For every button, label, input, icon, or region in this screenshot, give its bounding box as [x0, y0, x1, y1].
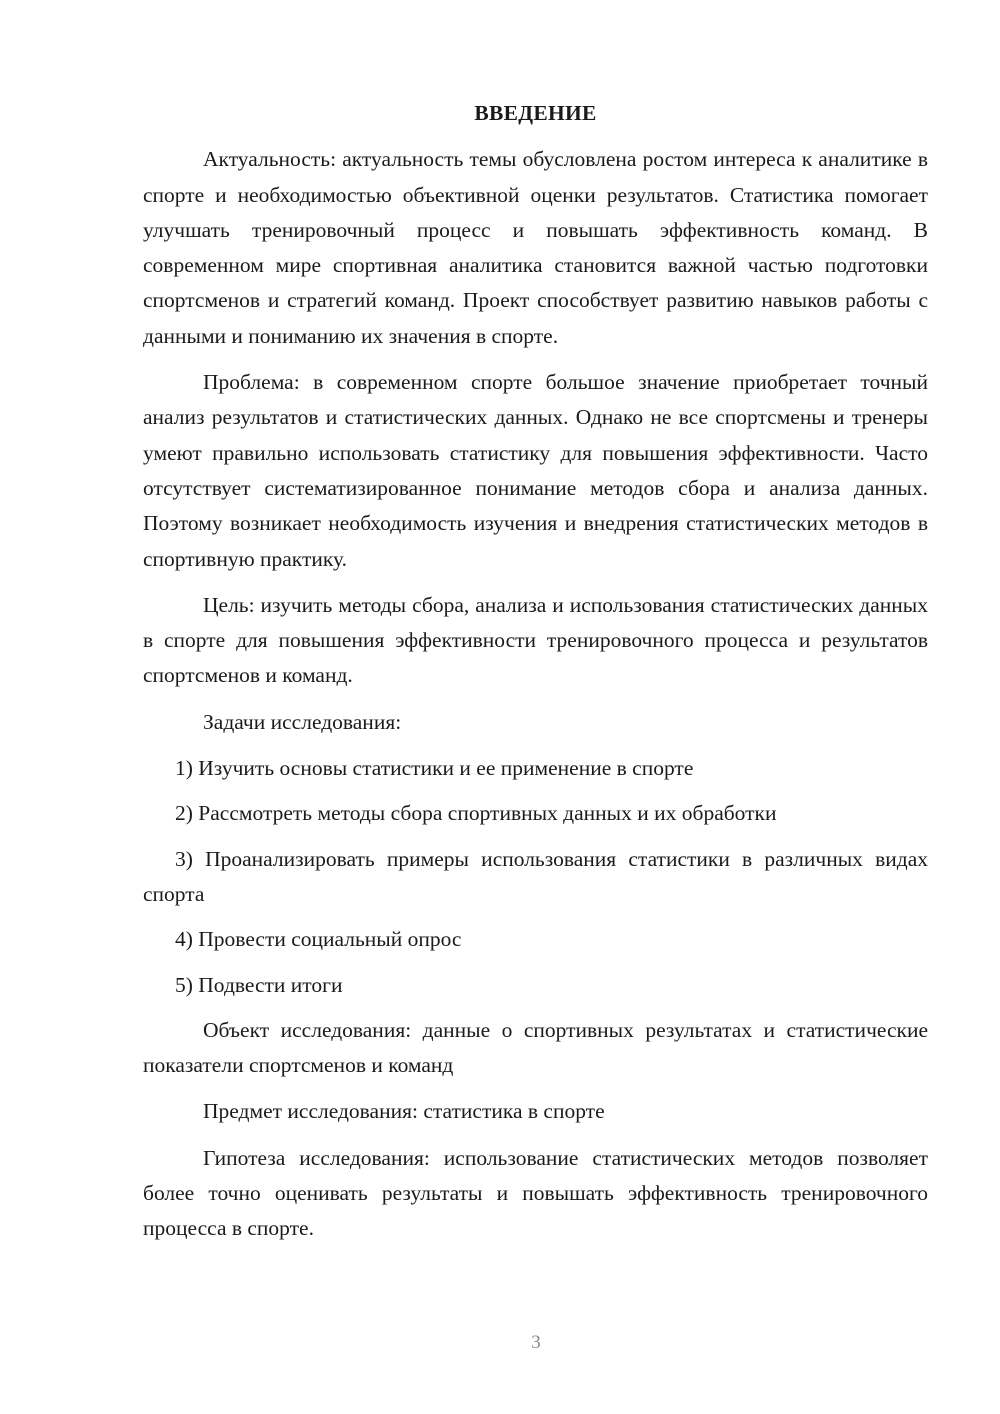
list-item: 5) Подвести итоги	[175, 972, 343, 997]
paragraph-subject: Предмет исследования: статистика в спорте	[203, 1099, 605, 1124]
paragraph-goal: Цель: изучить методы сбора, анализа и использования статистических данных в спорте для повышения эффективности тренировочного процесса и результатов спортсменов и команд.	[143, 592, 928, 688]
list-item: 1) Изучить основы статистики и ее применение в спорте	[175, 756, 694, 781]
paragraph-problem: Проблема: в современном спорте большое значение приобретает точный анализ результатов и статистических данных. Однако не все спортсмены и тренеры умеют правильно использовать статистику для повышения эффективности. Часто отсутствует систематизированное понимание методов сбора и анализа данных. Поэтому возникает необходимость изучения и внедрения статистических методов в спортивную практику.	[143, 370, 928, 571]
page-title: ВВЕДЕНИЕ	[474, 101, 597, 125]
paragraph-relevance: Актуальность: актуальность темы обусловлена ростом интереса к аналитике в спорте и необходимостью объективной оценки результатов. Статистика помогает улучшать тренировочный процесс и повышать эффективность команд. В современном мире спортивная аналитика становится важной частью подготовки спортсменов и стратегий команд. Проект способствует развитию навыков работы с данными и пониманию их значения в спорте.	[143, 147, 928, 348]
page-number: 3	[531, 1332, 541, 1353]
list-item: 3) Проанализировать примеры использования статистики в различных видах спорта	[143, 846, 928, 906]
tasks-heading: Задачи исследования:	[203, 709, 402, 734]
paragraph-hypothesis: Гипотеза исследования: использование статистических методов позволяет более точно оценивать результаты и повышать эффективность тренировочного процесса в спорте.	[143, 1145, 928, 1241]
paragraph-object: Объект исследования: данные о спортивных результатах и статистические показатели спортсменов и команд	[143, 1017, 928, 1078]
list-item: 4) Провести социальный опрос	[175, 927, 462, 952]
page-content	[143, 96, 928, 1258]
list-item: 2) Рассмотреть методы сбора спортивных данных и их обработки	[175, 801, 777, 826]
